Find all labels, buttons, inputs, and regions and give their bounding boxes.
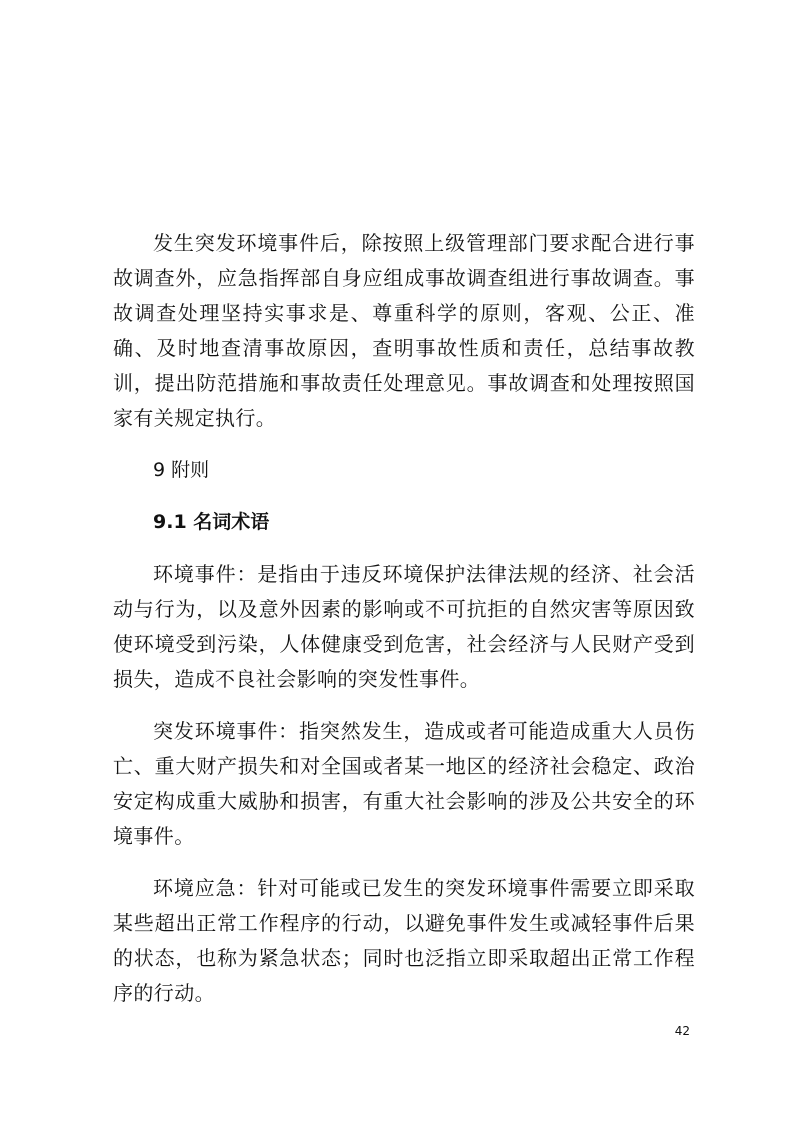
definition-environmental-event: 环境事件：是指由于违反环境保护法律法规的经济、社会活动与行为，以及意外因素的影响或不可抗拒的自然灾害等原因致使环境受到污染，人体健康受到危害，社会经济与人民财产受到损失，造成不良社会影响的突发性事件。 bbox=[113, 562, 695, 691]
section-heading: 9 附则 bbox=[153, 459, 210, 481]
definition-sudden-environmental-event: 突发环境事件：指突然发生，造成或者可能造成重大人员伤亡、重大财产损失和对全国或者某一地区的经济社会稳定、政治安定构成重大威胁和损害，有重大社会影响的涉及公共安全的环境事件。 bbox=[113, 719, 695, 848]
page-number: 42 bbox=[674, 1024, 690, 1038]
investigation-paragraph: 发生突发环境事件后，除按照上级管理部门要求配合进行事故调查外，应急指挥部自身应组成事故调查组进行事故调查。事故调查处理坚持实事求是、尊重科学的原则，客观、公正、准确、及时地查清事故原因，查明事故性质和责任，总结事故教训，提出防范措施和事故责任处理意见。事故调查和处理按照国家有关规定执行。 bbox=[113, 231, 695, 430]
subsection-heading: 9.1 名词术语 bbox=[153, 511, 270, 533]
page-content bbox=[113, 226, 695, 1011]
definition-environmental-emergency: 环境应急：针对可能或已发生的突发环境事件需要立即采取某些超出正常工作程序的行动，以避免事件发生或减轻事件后果的状态，也称为紧急状态；同时也泛指立即采取超出正常工作程序的行动。 bbox=[113, 876, 695, 1005]
